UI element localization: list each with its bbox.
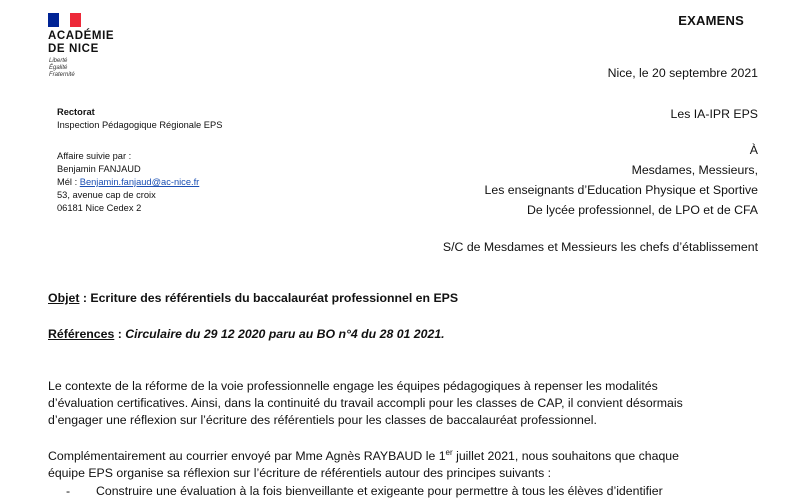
paragraph-1-line-1: Le contexte de la réforme de la voie professionnelle engage les équipes pédagogiques à repenser les modalités	[48, 379, 658, 393]
paragraph-2-line-1	[48, 448, 679, 465]
sc-line: S/C de Mesdames et Messieurs les chefs d’établissement	[442, 240, 758, 254]
paragraph-2-line-1-b: juillet 2021, nous souhaitons que chaque	[452, 449, 679, 463]
followed-by-label: Affaire suivie par :	[57, 151, 132, 161]
references-sep: :	[114, 327, 126, 341]
objet-line	[48, 290, 458, 307]
paragraph-1-line-3: d’engager une réflexion sur l’écriture des référentiels pour les classes de baccalauréat professionnel.	[48, 413, 597, 427]
recipient-line-3: De lycée professionnel, de LPO et de CFA	[526, 203, 758, 217]
marianne-flag-icon	[48, 13, 81, 27]
bullet-marker: -	[66, 484, 71, 498]
date-line: Nice, le 20 septembre 2021	[607, 66, 758, 80]
references-line	[48, 326, 445, 343]
sender-address-1: 53, avenue cap de croix	[57, 190, 156, 200]
paragraph-2-line-2: équipe EPS organise sa réflexion sur l’écriture de référentiels autour des principes suivants :	[48, 466, 552, 480]
logo-motto-liberte: Liberté	[49, 58, 68, 64]
mail-label: Mél :	[57, 177, 78, 187]
recipient-line-2: Les enseignants d’Education Physique et Sportive	[484, 183, 758, 197]
category-heading: EXAMENS	[678, 13, 744, 28]
paragraph-1-line-2: d’évaluation certificatives. Ainsi, dans la continuité du travail accompli pour les classes de CAP, il convient désormais	[48, 396, 683, 410]
recipient-a: À	[749, 143, 758, 157]
from-line: Les IA-IPR EPS	[670, 107, 758, 121]
sender-email-link[interactable]: Benjamin.fanjaud@ac-nice.fr	[79, 177, 200, 187]
objet-sep: :	[79, 291, 91, 305]
paragraph-2-line-1-a: Complémentairement au courrier envoyé par Mme Agnès RAYBAUD le 1	[48, 449, 446, 463]
objet-text: Ecriture des référentiels du baccalauréat professionnel en EPS	[90, 291, 459, 305]
sender-name: Benjamin FANJAUD	[57, 164, 141, 174]
logo-line-nice: DE NICE	[48, 43, 99, 55]
sender-address-2: 06181 Nice Cedex 2	[57, 203, 142, 213]
sender-mail-line	[57, 176, 199, 189]
sender-org: Rectorat	[57, 107, 95, 117]
recipient-line-1: Mesdames, Messieurs,	[631, 163, 758, 177]
objet-label: Objet	[48, 291, 80, 305]
sender-dept: Inspection Pédagogique Régionale EPS	[57, 120, 223, 130]
bullet-1-text: Construire une évaluation à la fois bienveillante et exigeante pour permettre à tous les élèves d’identifier	[96, 484, 663, 498]
references-label: Références	[48, 327, 115, 341]
logo-motto-egalite: Égalité	[49, 65, 68, 71]
paragraph-2-sup: er	[445, 447, 453, 457]
logo-motto-fraternite: Fraternité	[49, 72, 75, 78]
references-text: Circulaire du 29 12 2020 paru au BO n°4 du 28 01 2021.	[125, 327, 445, 341]
logo-line-academie: ACADÉMIE	[48, 30, 115, 42]
